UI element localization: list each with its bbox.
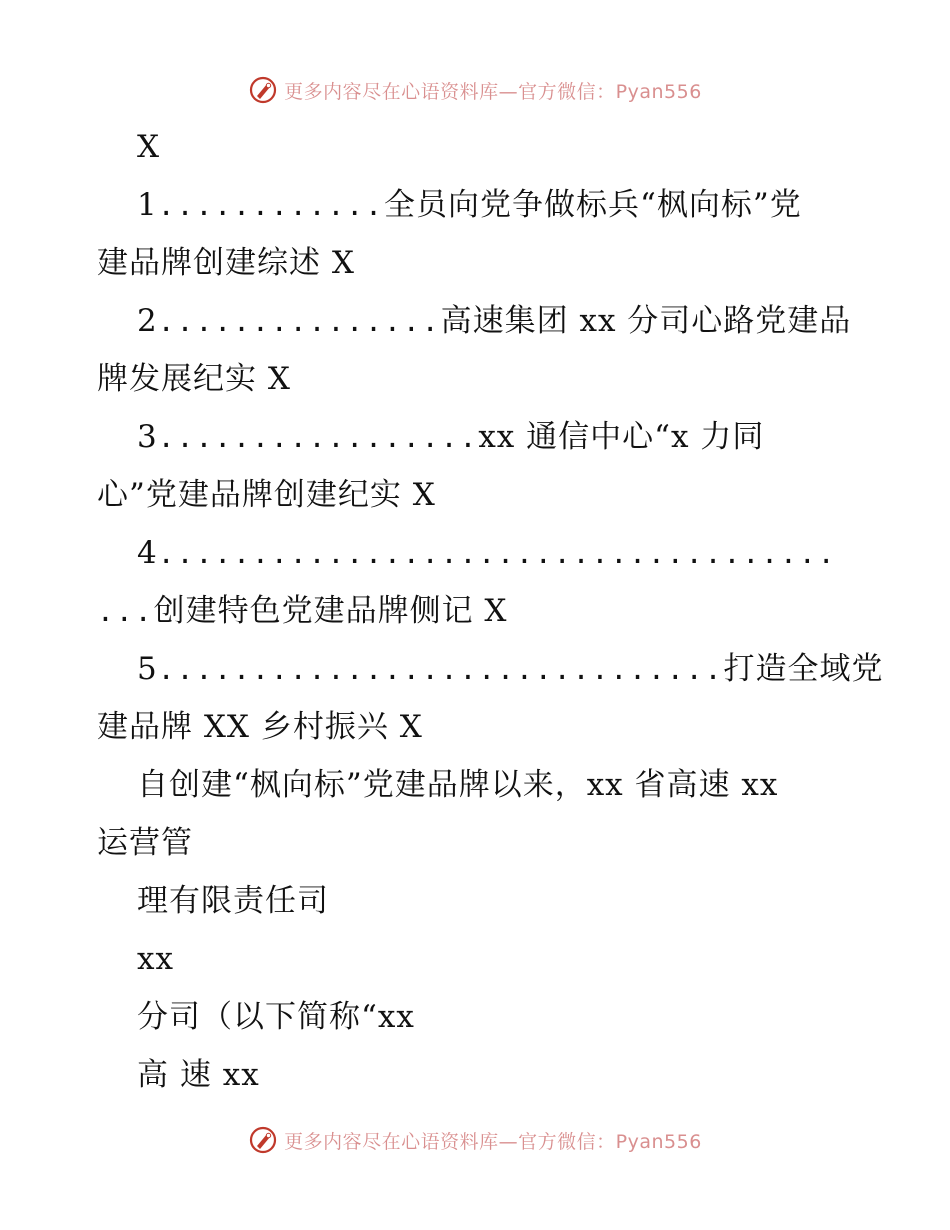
paragraph-line-11	[97, 756, 857, 814]
toc-leader: .................	[157, 421, 479, 454]
paragraph-line-14	[97, 930, 857, 988]
header-banner	[0, 70, 950, 110]
line-text: 运营管	[97, 825, 193, 861]
toc-entry-1	[97, 176, 857, 234]
line-text: 建品牌创建综述 X	[97, 245, 355, 281]
toc-title: 打造全域党	[723, 651, 884, 687]
doc-line-8	[97, 582, 857, 640]
paragraph-line-12	[97, 814, 857, 872]
paragraph-line-13	[97, 872, 857, 930]
line-text: X	[137, 129, 161, 165]
toc-number: 3	[137, 419, 158, 455]
line-text: 分司（以下简称“xx	[137, 999, 415, 1035]
doc-line-10	[97, 698, 857, 756]
line-text: 心”党建品牌创建纪实 X	[97, 477, 436, 513]
toc-number: 2	[137, 303, 158, 339]
toc-number: 5	[137, 651, 158, 687]
doc-line-6	[97, 466, 857, 524]
doc-line-2	[97, 234, 857, 292]
toc-title: 全员向党争做标兵“枫向标”党	[384, 187, 802, 223]
doc-line-4	[97, 350, 857, 408]
toc-entry-5	[97, 640, 884, 698]
document-body	[97, 118, 884, 1104]
toc-leader: ...	[97, 595, 154, 628]
paragraph-line-16	[97, 1046, 857, 1104]
toc-leader: ............	[157, 189, 385, 222]
toc-leader: ....................................	[157, 537, 837, 570]
paragraph-line-15	[97, 988, 857, 1046]
toc-title: 高速集团 xx 分司心路党建品	[440, 303, 852, 339]
footer-banner	[0, 1120, 950, 1160]
toc-entry-4	[97, 524, 857, 582]
pen-seal-icon	[248, 75, 278, 105]
pen-seal-icon	[248, 1125, 278, 1155]
line-text: 理有限责任司	[137, 883, 329, 919]
line-text: 自创建“枫向标”党建品牌以来，xx 省高速 xx	[137, 767, 779, 803]
line-text: 高 速 xx	[137, 1057, 260, 1093]
toc-entry-3	[97, 408, 857, 466]
line-text: 牌发展纪实 X	[97, 361, 291, 397]
footer-banner-text: 更多内容尽在心语资料库—官方微信：Pyan556	[284, 1130, 702, 1153]
line-text: xx	[137, 941, 174, 977]
doc-line-0	[97, 118, 857, 176]
toc-leader: ..............................	[157, 653, 724, 686]
toc-leader: ...............	[157, 305, 441, 338]
line-text: 建品牌 XX 乡村振兴 X	[97, 709, 423, 745]
toc-title: 创建特色党建品牌侧记 X	[153, 593, 508, 629]
toc-number: 4	[137, 535, 158, 571]
header-banner-text: 更多内容尽在心语资料库—官方微信：Pyan556	[284, 80, 702, 103]
toc-entry-2	[97, 292, 857, 350]
toc-number: 1	[137, 187, 158, 223]
toc-title: xx 通信中心“x 力同	[478, 419, 765, 455]
